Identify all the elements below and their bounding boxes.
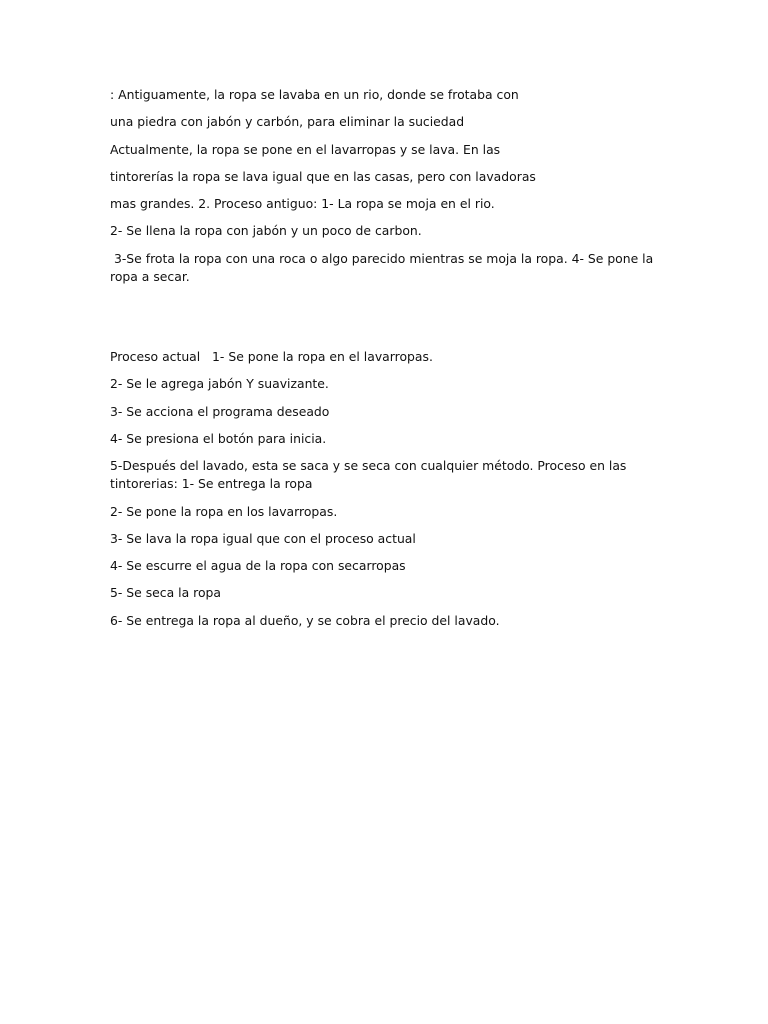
paragraph: 2- Se pone la ropa en los lavarropas. bbox=[110, 503, 338, 519]
paragraph: : Antiguamente, la ropa se lavaba en un rio, donde se frotaba con bbox=[110, 87, 519, 102]
paragraph: mas grandes. 2. Proceso antiguo: 1- La ropa se moja en el rio. bbox=[110, 196, 495, 212]
blank-space bbox=[110, 295, 655, 348]
paragraph: 4- Se presiona el botón para inicia. bbox=[110, 430, 327, 446]
paragraph: Proceso actual 1- Se pone la ropa en el lavarropas. bbox=[110, 349, 433, 365]
document-body bbox=[110, 86, 658, 639]
paragraph: 3- Se lava la ropa igual que con el proceso actual bbox=[110, 530, 416, 546]
paragraph: 5- Se seca la ropa bbox=[110, 585, 221, 601]
paragraph: 3- Se acciona el programa deseado bbox=[110, 403, 330, 419]
paragraph: 2- Se llena la ropa con jabón y un poco de carbon. bbox=[110, 223, 422, 239]
paragraph: 6- Se entrega la ropa al dueño, y se cobra el precio del lavado. bbox=[110, 612, 500, 628]
paragraph: 4- Se escurre el agua de la ropa con secarropas bbox=[110, 558, 406, 574]
paragraph: tintorerías la ropa se lava igual que en las casas, pero con lavadoras bbox=[110, 168, 536, 184]
paragraph: una piedra con jabón y carbón, para eliminar la suciedad bbox=[110, 114, 465, 130]
paragraph: 5-Después del lavado, esta se saca y se seca con cualquier método. Proceso en las tintorerias: 1- Se entrega la ropa bbox=[110, 458, 631, 492]
paragraph: Actualmente, la ropa se pone en el lavarropas y se lava. En las bbox=[110, 141, 501, 157]
paragraph: 2- Se le agrega jabón Y suavizante. bbox=[110, 376, 329, 392]
paragraph: 3-Se frota la ropa con una roca o algo parecido mientras se moja la ropa. 4- Se pone la ropa a secar. bbox=[110, 250, 658, 284]
